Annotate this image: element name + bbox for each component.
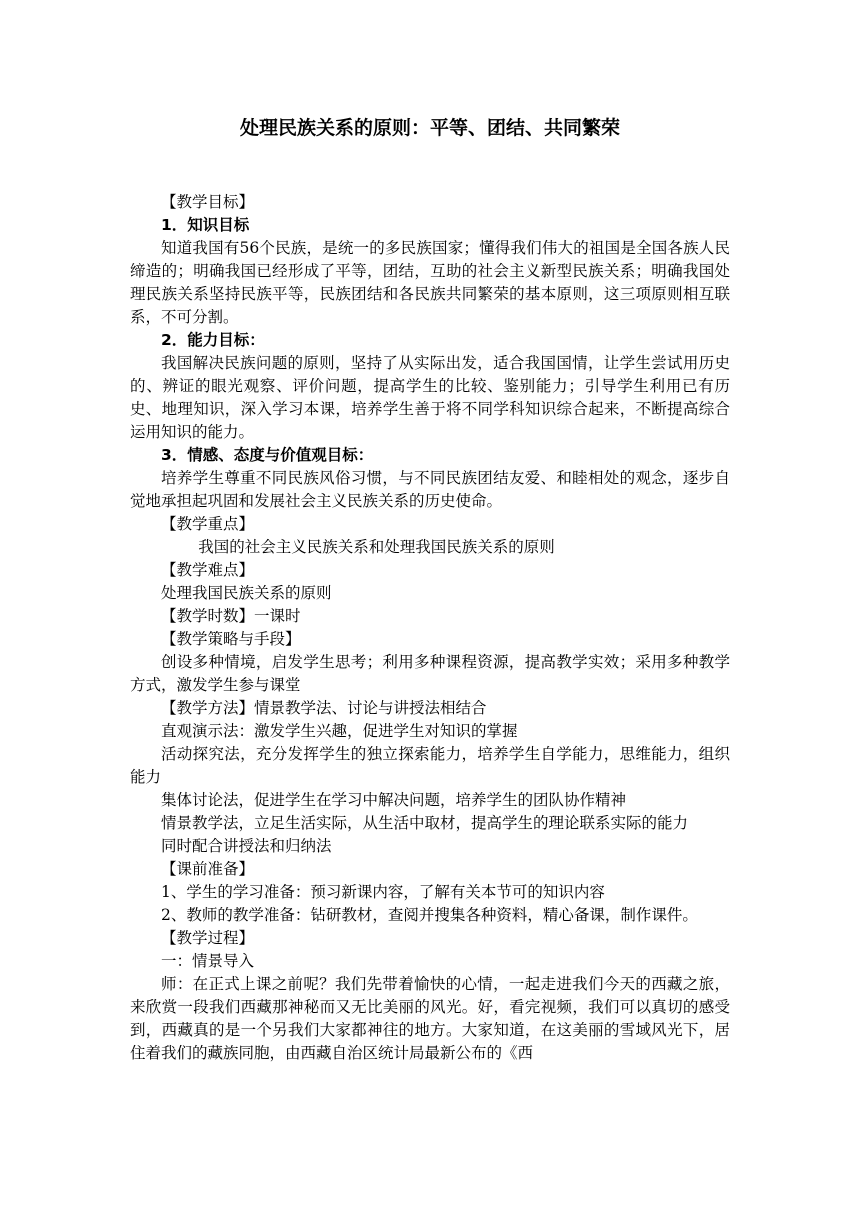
section-heading: 3．情感、态度与价值观目标： <box>161 446 374 464</box>
paragraph: 知道我国有56个民族，是统一的多民族国家；懂得我们伟大的祖国是全国各族人民缔造的；明确我国已经形成了平等，团结，互助的社会主义新型民族关系；明确我国处理民族关系坚持民族平等，民族团结和各民族共同繁荣的基本原则，这三项原则相互联系，不可分割。 <box>130 239 730 326</box>
paragraph: 【教学方法】情景教学法、讨论与讲授法相结合 <box>161 699 487 717</box>
paragraph: 同时配合讲授法和归纳法 <box>161 837 332 855</box>
paragraph: 师：在正式上课之前呢？我们先带着愉快的心情，一起走进我们今天的西藏之旅，来欣赏一段我们西藏那神秘而又无比美丽的风光。好，看完视频，我们可以真切的感受到，西藏真的是一个另我们大家都神往的地方。大家知道，在这美丽的雪域风光下，居住着我们的藏族同胞，由西藏自治区统计局最新公布的《西 <box>130 975 730 1062</box>
paragraph: 情景教学法，立足生活实际，从生活中取材，提高学生的理论联系实际的能力 <box>161 814 689 832</box>
paragraph: 1、学生的学习准备：预习新课内容，了解有关本节可的知识内容 <box>161 883 605 901</box>
paragraph: 【课前准备】 <box>161 860 255 878</box>
document-body <box>130 191 730 1065</box>
paragraph: 我国的社会主义民族关系和处理我国民族关系的原则 <box>198 538 555 556</box>
paragraph: 我国解决民族问题的原则，坚持了从实际出发，适合我国国情，让学生尝试用历史的、辨证的眼光观察、评价问题，提高学生的比较、鉴别能力；引导学生利用已有历史、地理知识，深入学习本课，培养学生善于将不同学科知识综合起来，不断提高综合运用知识的能力。 <box>130 354 730 441</box>
document-title: 处理民族关系的原则：平等、团结、共同繁荣 <box>239 117 620 139</box>
paragraph: 【教学时数】一课时 <box>161 607 301 625</box>
paragraph: 一：情景导入 <box>161 952 255 970</box>
paragraph: 2、教师的教学准备：钻研教材，查阅并搜集各种资料，精心备课，制作课件。 <box>161 906 698 924</box>
paragraph: 【教学过程】 <box>161 929 255 947</box>
paragraph: 处理我国民族关系的原则 <box>161 584 332 602</box>
paragraph: 【教学策略与手段】 <box>161 630 301 648</box>
paragraph: 【教学重点】 <box>161 515 255 533</box>
paragraph: 直观演示法：激发学生兴趣，促进学生对知识的掌握 <box>161 722 518 740</box>
section-heading: 2．能力目标： <box>161 331 265 349</box>
paragraph: 【教学目标】 <box>161 193 255 211</box>
paragraph: 集体讨论法，促进学生在学习中解决问题，培养学生的团队协作精神 <box>161 791 627 809</box>
paragraph: 创设多种情境，启发学生思考；利用多种课程资源，提高教学实效；采用多种教学方式，激发学生参与课堂 <box>130 653 730 694</box>
paragraph: 【教学难点】 <box>161 561 255 579</box>
paragraph: 培养学生尊重不同民族风俗习惯，与不同民族团结友爱、和睦相处的观念，逐步自觉地承担起巩固和发展社会主义民族关系的历史使命。 <box>130 469 730 510</box>
paragraph: 活动探究法，充分发挥学生的独立探索能力，培养学生自学能力，思维能力，组织能力 <box>130 745 730 786</box>
section-heading: 1．知识目标 <box>161 216 250 234</box>
